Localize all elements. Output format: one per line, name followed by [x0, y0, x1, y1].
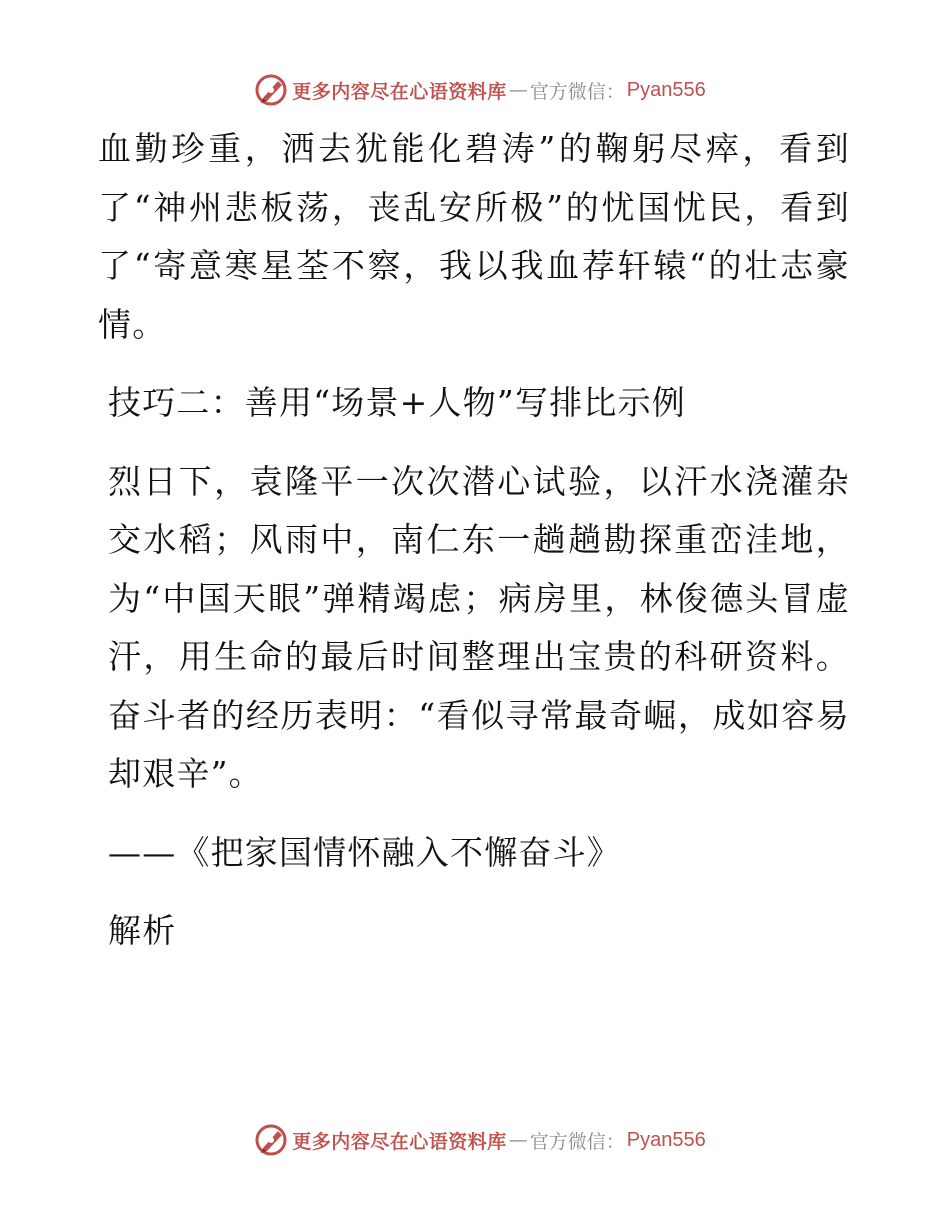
- spacer: [98, 804, 850, 824]
- footer-wechat-id: Pyan556: [626, 1128, 706, 1151]
- header-wechat-id: Pyan556: [626, 78, 706, 101]
- header-banner: [0, 70, 950, 110]
- example-paragraph: 烈日下，袁隆平一次次潜心试验，以汗水浇灌杂交水稻；风雨中，南仁东一趟趟勘探重峦洼地，为“中国天眼”弹精竭虑；病房里，林俊德头冒虚汗，用生命的最后时间整理出宝贵的科研资料。奋斗者的经历表明：“看似寻常最奇崛，成如容易却艰辛”。: [108, 461, 850, 793]
- spacer: [98, 882, 850, 902]
- footer-banner-inner: [254, 1123, 706, 1157]
- pen-logo-icon: [254, 1123, 288, 1157]
- document-body: [98, 120, 850, 961]
- header-dash: —: [508, 79, 528, 101]
- header-site-text: 更多内容尽在心语资料库: [292, 80, 507, 103]
- footer-banner: [0, 1120, 950, 1160]
- paragraph-continuation: 血勤珍重，洒去犹能化碧涛”的鞠躬尽瘁，看到了“神州悲板荡，丧乱安所极”的忧国忧民，看到了“寄意寒星荃不察，我以我血荐轩辕“的壮志豪情。: [98, 129, 850, 344]
- footer-wechat-label: 官方微信：: [529, 1130, 625, 1153]
- footer-dash: —: [508, 1129, 528, 1151]
- spacer: [98, 354, 850, 374]
- analysis-label: 解析: [108, 911, 177, 950]
- footer-site-text: 更多内容尽在心语资料库: [292, 1130, 507, 1153]
- source-citation: ——《把家国情怀融入不懈奋斗》: [108, 832, 621, 872]
- header-banner-inner: [254, 73, 706, 107]
- header-wechat-label: 官方微信：: [529, 80, 625, 103]
- section-heading: 技巧二：善用“场景+人物”写排比示例: [108, 383, 686, 422]
- pen-logo-icon: [254, 73, 288, 107]
- spacer: [98, 433, 850, 453]
